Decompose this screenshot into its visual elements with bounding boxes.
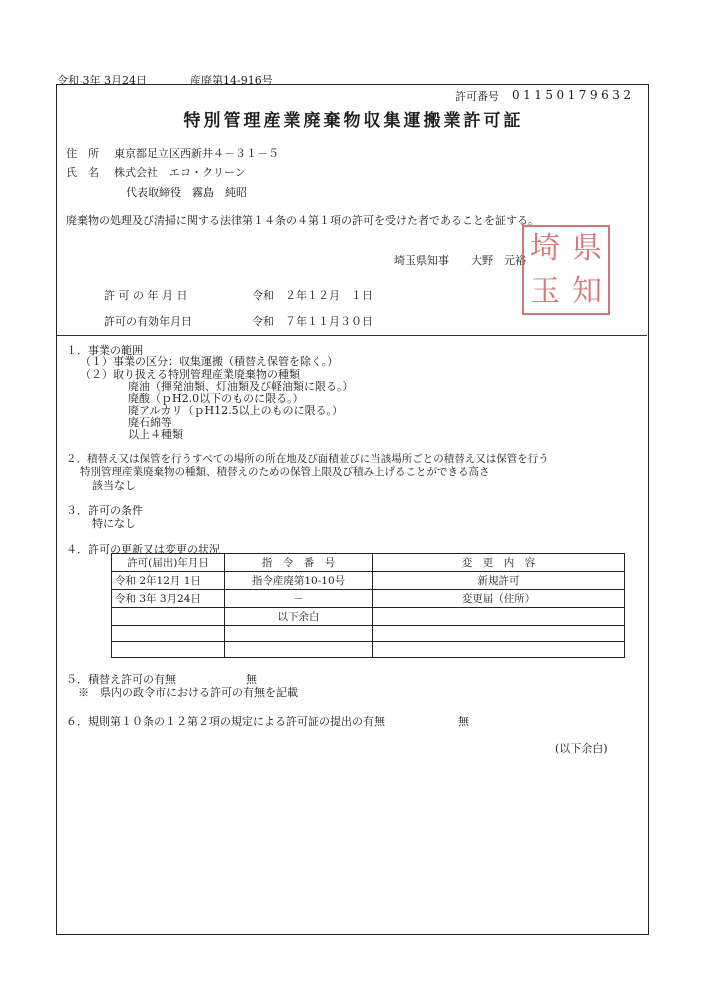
change-history-table [111, 553, 625, 658]
section1-item1: （１）事業の区分：収集運搬（積替え保管を除く。） [80, 355, 339, 368]
holder-representative: 代表取締役 霧島 純昭 [126, 186, 247, 199]
column-header: 指 令 番 号 [225, 554, 373, 572]
valid-date-value: 令和 ７年１１月３０日 [252, 315, 373, 328]
table-cell [112, 642, 225, 658]
table-row [112, 626, 625, 642]
name-label: 氏 名 [66, 166, 99, 179]
divider [57, 335, 647, 336]
waste-type: 廃油（揮発油類、灯油類及び軽油類に限る。） [128, 380, 354, 393]
official-seal [522, 225, 610, 315]
valid-date-label: 許可の有効年月日 [104, 315, 192, 328]
table-row [112, 642, 625, 658]
permit-date-value: 令和 ２年１２月 １日 [252, 289, 373, 302]
holder-company: 株式会社 エコ・クリーン [114, 166, 246, 179]
table-row [112, 572, 625, 590]
table-cell: 以下余白 [225, 608, 373, 626]
column-header: 変 更 内 容 [373, 554, 625, 572]
seal-char: 埼 [530, 230, 560, 266]
address-label: 住 所 [66, 147, 99, 160]
permit-number: 01150179632 [512, 88, 635, 102]
section5-note: ※ 県内の政令市における許可の有無を記載 [78, 686, 298, 699]
section2-value: 該当なし [92, 479, 136, 492]
issue-date: 令和 3年 3月24日 [57, 74, 147, 87]
table-cell [373, 626, 625, 642]
table-cell [112, 626, 225, 642]
table-cell [373, 642, 625, 658]
section5-value: 無 [246, 673, 257, 686]
section1-item2: （２）取り扱える特別管理産業廃棄物の種類 [80, 368, 300, 381]
waste-type: 廃アルカリ（ｐH12.5以上のものに限る。） [128, 404, 344, 417]
document-number: 産廃第14-916号 [190, 74, 273, 87]
table-row [112, 590, 625, 608]
certification-text: 廃棄物の処理及び清掃に関する法律第１４条の４第１項の許可を受けた者であることを証する。 [66, 214, 539, 227]
page-title: 特別管理産業廃棄物収集運搬業許可証 [183, 111, 524, 131]
footer-note: (以下余白) [555, 742, 608, 755]
section4-heading: ４．許可の更新又は変更の状況 [66, 543, 220, 556]
column-header: 許可(届出)年月日 [112, 554, 225, 572]
waste-type: 廃酸（ｐH2.0以下のものに限る。） [128, 392, 304, 405]
waste-type: 廃石綿等 [128, 416, 172, 429]
seal-char: 県 [572, 230, 602, 266]
permit-date-label: 許 可 の 年 月 日 [104, 289, 188, 302]
waste-type-total: 以上４種類 [128, 428, 183, 441]
section3-value: 特になし [92, 517, 136, 530]
section2-line1: ２．積替え又は保管を行うすべての場所の所在地及び面積並びに当該場所ごとの積替え又は保管を行う [66, 453, 549, 465]
section5-label: ５．積替え許可の有無 [66, 673, 176, 686]
section3-heading: ３．許可の条件 [66, 504, 143, 517]
table-cell: － [225, 590, 373, 608]
table-cell: 変更届（住所） [373, 590, 625, 608]
seal-char: 玉 [530, 273, 560, 309]
table-cell: 令和 3年 3月24日 [112, 590, 225, 608]
permit-number-label: 許可番号 [455, 90, 499, 103]
section6-value: 無 [458, 715, 469, 728]
section1-heading: １．事業の範囲 [66, 344, 143, 357]
table-cell: 令和 2年12月 1日 [112, 572, 225, 590]
table-cell: 新規許可 [373, 572, 625, 590]
holder-address: 東京都足立区西新井４－３１－５ [114, 147, 279, 160]
section2-line2: 特別管理産業廃棄物の種類、積替えのための保管上限及び積み上げることができる高さ [80, 466, 490, 478]
table-header-row [112, 554, 625, 572]
issuer: 埼玉県知事 大野 元裕 [394, 254, 526, 267]
table-row [112, 608, 625, 626]
table-cell [373, 608, 625, 626]
seal-char: 知 [572, 273, 602, 309]
section6-label: ６．規則第１０条の１２第２項の規定による許可証の提出の有無 [66, 715, 385, 728]
table-cell [225, 642, 373, 658]
table-cell [112, 608, 225, 626]
table-cell [225, 626, 373, 642]
table-cell: 指令産廃第10-10号 [225, 572, 373, 590]
